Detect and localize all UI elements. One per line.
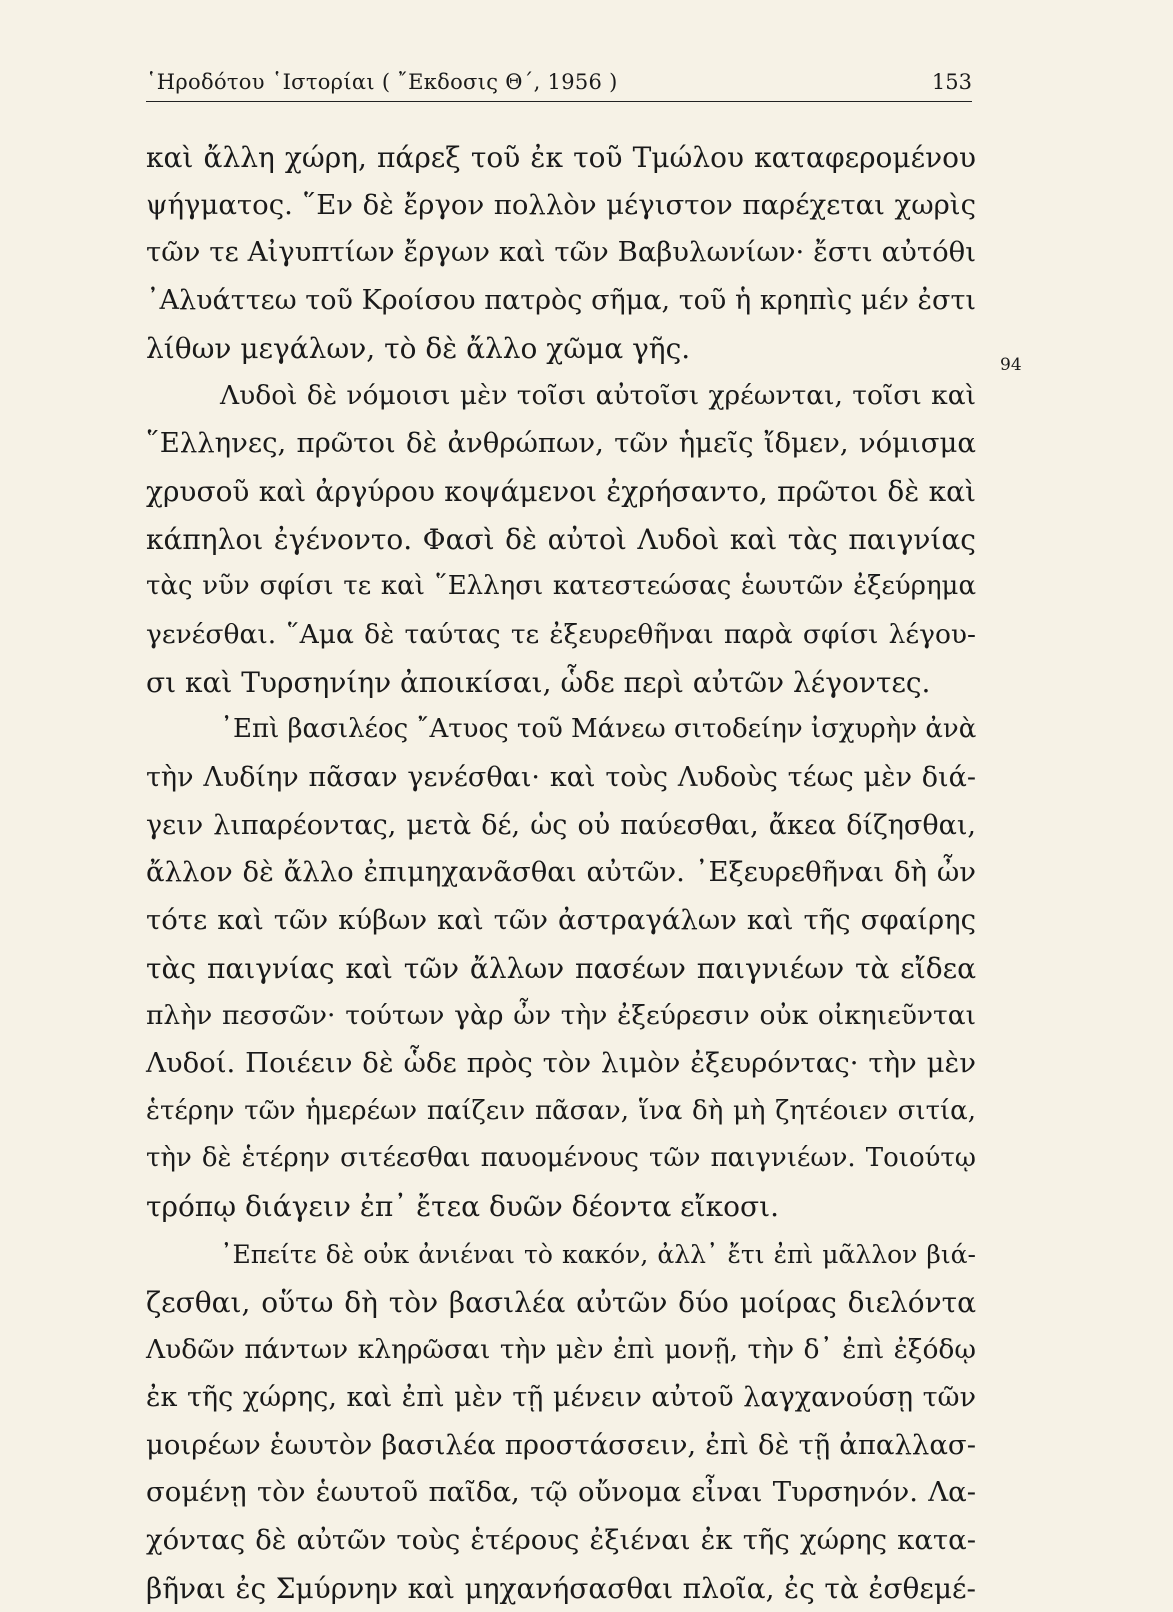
text-line: χόντας δὲ αὐτῶν τοὺς ἑτέρους ἐξιέναι ἐκ τῆς χώρης κατα- [146,1523,976,1556]
text-line: βῆναι ἐς Σμύρνην καὶ μηχανήσασθαι πλοῖα, ἐς τὰ ἐσθεμέ- [146,1571,976,1605]
text-line: τὰς παιγνίας καὶ τῶν ἄλλων πασέων παιγνιέων τὰ εἴδεα [146,951,976,985]
text-line: καὶ ἄλλη χώρη, πάρεξ τοῦ ἐκ τοῦ Τμώλου καταφερομένου [146,141,976,174]
text-line: λίθων μεγάλων, τὸ δὲ ἄλλο χῶμα γῆς. [146,331,691,365]
text-line: τρόπῳ διάγειν ἐπ᾿ ἔτεα δυῶν δέοντα εἴκοσι. [146,1190,779,1224]
text-line: ᾿Επὶ βασιλέος ῎Ατυος τοῦ Μάνεω σιτοδείην ἰσχυρὴν ἀνὰ [220,714,977,745]
text-line: μοιρέων ἑωυτὸν βασιλέα προστάσσειν, ἐπὶ δὲ τῇ ἀπαλλασ- [146,1428,976,1461]
text-line: τὴν δὲ ἑτέρην σιτέεσθαι παυομένους τῶν παιγνιέων. Τοιούτῳ [146,1143,976,1174]
margin-section-number: 94 [1000,355,1022,375]
text-line: τὴν Λυδίην πᾶσαν γενέσθαι· καὶ τοὺς Λυδοὺς τέως μὲν διά- [146,761,976,793]
text-line: τῶν τε Αἰγυπτίων ἔργων καὶ τῶν Βαβυλωνίων· ἔστι αὐτόθι [146,236,976,269]
text-line: ἑτέρην τῶν ἡμερέων παίζειν πᾶσαν, ἵνα δὴ μὴ ζητέοιεν σιτία, [146,1095,976,1126]
text-line: ἐκ τῆς χώρης, καὶ ἐπὶ μὲν τῇ μένειν αὐτοῦ λαγχανούσῃ τῶν [146,1381,976,1413]
text-line: τὰς νῦν σφίσι τε καὶ ῞Ελλησι κατεστεώσας ἑωυτῶν ἐξεύρημα [146,571,976,602]
text-line: χρυσοῦ καὶ ἀργύρου κοψάμενοι ἐχρήσαντο, πρῶτοι δὲ καὶ [146,474,976,508]
text-line: Λυδοὶ δὲ νόμοισι μὲν τοῖσι αὐτοῖσι χρέωνται, τοῖσι καὶ [220,380,976,412]
text-line: γειν λιπαρέοντας, μετὰ δέ, ὡς οὐ παύεσθαι, ἄκεα δίζησθαι, [146,809,976,841]
text-line: σι καὶ Τυρσηνίην ἀποικίσαι, ὧδε περὶ αὐτῶν λέγοντες. [146,665,931,699]
body-text [146,134,976,1612]
text-line: ᾿Αλυάττεω τοῦ Κροίσου πατρὸς σῆμα, τοῦ ἡ κρηπὶς μέν ἐστι [146,285,976,317]
header-rule [146,101,972,102]
text-line: ᾿Επείτε δὲ οὐκ ἀνιέναι τὸ κακόν, ἀλλ᾿ ἔτι ἐπὶ μᾶλλον βιά- [220,1239,976,1269]
page-number: 153 [931,70,972,94]
running-header [146,70,972,104]
text-line: ῞Ελληνες, πρῶτοι δὲ ἀνθρώπων, τῶν ἡμεῖς ἴδμεν, νόμισμα [146,427,976,460]
text-line: σομένῃ τὸν ἑωυτοῦ παῖδα, τῷ οὔνομα εἶναι Τυρσηνόν. Λα- [146,1476,976,1509]
text-line: Λυδοί. Ποιέειν δὲ ὧδε πρὸς τὸν λιμὸν ἐξευρόντας· τὴν μὲν [146,1047,976,1080]
header-title: ῾Ηροδότου ῾Ιστορίαι ( ῎Εκδοσις Θ΄, 1956 ) [146,70,618,94]
text-line: τότε καὶ τῶν κύβων καὶ τῶν ἀστραγάλων καὶ τῆς σφαίρης [146,904,976,936]
text-line: ζεσθαι, οὕτω δὴ τὸν βασιλέα αὐτῶν δύο μοίρας διελόντα [146,1285,976,1319]
text-line: πλὴν πεσσῶν· τούτων γὰρ ὦν τὴν ἐξεύρεσιν οὐκ οἰκηιεῦνται [146,1000,976,1032]
text-line: ψήγματος. ῞Εν δὲ ἔργον πολλὸν μέγιστον παρέχεται χωρὶς [146,188,976,221]
text-line: ἄλλον δὲ ἄλλο ἐπιμηχανᾶσθαι αὐτῶν. ᾿Εξευρεθῆναι δὴ ὦν [146,856,976,889]
text-line: κάπηλοι ἐγένοντο. Φασὶ δὲ αὐτοὶ Λυδοὶ καὶ τὰς παιγνίας [146,522,976,556]
text-line: γενέσθαι. ῞Αμα δὲ ταύτας τε ἐξευρεθῆναι παρὰ σφίσι λέγου- [146,618,976,650]
text-line: Λυδῶν πάντων κληρῶσαι τὴν μὲν ἐπὶ μονῇ, τὴν δ᾿ ἐπὶ ἐξόδῳ [146,1334,976,1366]
